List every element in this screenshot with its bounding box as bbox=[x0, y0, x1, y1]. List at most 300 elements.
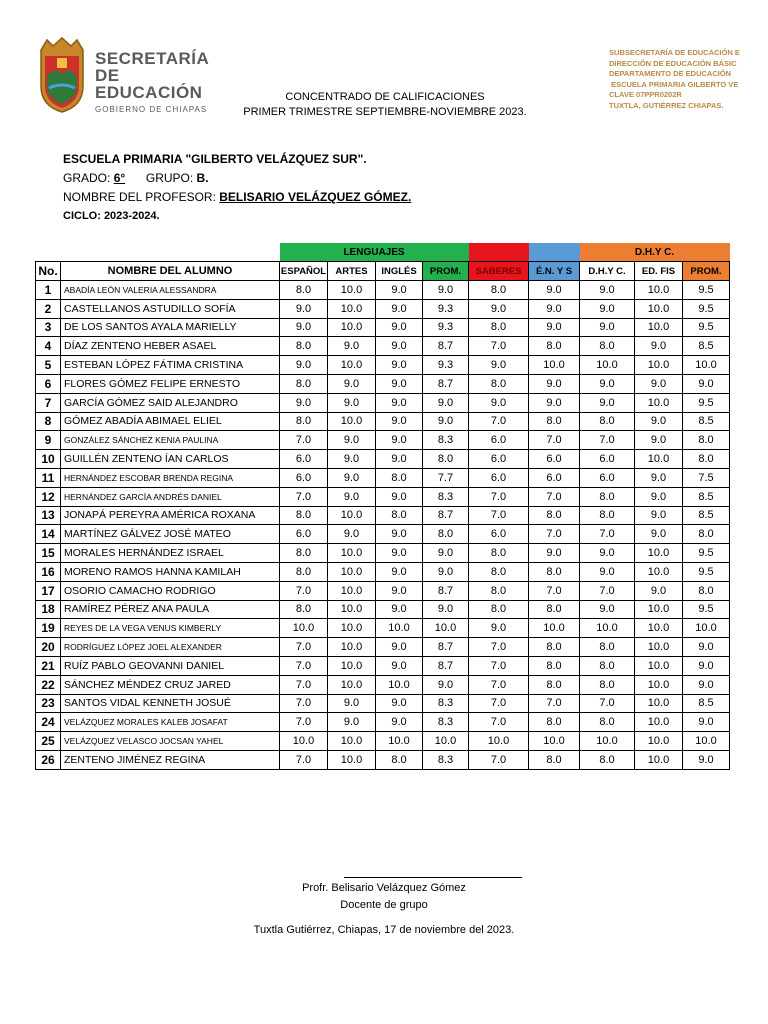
grade-dhyc: 9.0 bbox=[580, 318, 635, 337]
row-number: 10 bbox=[36, 450, 61, 469]
grade-edfis: 9.0 bbox=[635, 487, 683, 506]
grade-saberes: 8.0 bbox=[469, 544, 529, 563]
student-row bbox=[36, 299, 730, 318]
row-number: 25 bbox=[36, 732, 61, 751]
grade-enys: 9.0 bbox=[529, 393, 580, 412]
student-row bbox=[36, 318, 730, 337]
grade-dhyc: 8.0 bbox=[580, 337, 635, 356]
logo-line-educacion: DE EDUCACIÓN bbox=[95, 66, 203, 102]
grade-prom-lenguajes: 8.0 bbox=[423, 450, 469, 469]
grade-espanol: 6.0 bbox=[280, 450, 328, 469]
grade-enys: 6.0 bbox=[529, 450, 580, 469]
grade-espanol: 7.0 bbox=[280, 431, 328, 450]
grade-artes: 10.0 bbox=[328, 581, 376, 600]
grade-enys: 8.0 bbox=[529, 675, 580, 694]
grade-saberes: 8.0 bbox=[469, 562, 529, 581]
grade-enys: 7.0 bbox=[529, 431, 580, 450]
row-number: 7 bbox=[36, 393, 61, 412]
grade-saberes: 7.0 bbox=[469, 750, 529, 769]
student-row bbox=[36, 487, 730, 506]
grade-edfis: 9.0 bbox=[635, 412, 683, 431]
grade-prom-final: 9.5 bbox=[683, 393, 730, 412]
grade-label: GRADO: bbox=[63, 171, 111, 185]
grade-edfis: 9.0 bbox=[635, 525, 683, 544]
grade-prom-lenguajes: 8.7 bbox=[423, 581, 469, 600]
student-name: RODRÍGUEZ LÓPEZ JOEL ALEXANDER bbox=[61, 638, 280, 657]
header-dhyc: D.H.Y C. bbox=[580, 262, 635, 281]
row-number: 13 bbox=[36, 506, 61, 525]
grade-saberes: 6.0 bbox=[469, 525, 529, 544]
student-name: GARCÍA GÓMEZ SAID ALEJANDRO bbox=[61, 393, 280, 412]
grade-edfis: 10.0 bbox=[635, 750, 683, 769]
title-line-1: CONCENTRADO DE CALIFICACIONES bbox=[285, 91, 485, 103]
grade-ingles: 9.0 bbox=[376, 431, 423, 450]
header-student-name: NOMBRE DEL ALUMNO bbox=[61, 262, 280, 281]
grades-table bbox=[35, 243, 730, 770]
grade-ingles: 10.0 bbox=[376, 675, 423, 694]
student-row bbox=[36, 694, 730, 713]
row-number: 23 bbox=[36, 694, 61, 713]
row-number: 22 bbox=[36, 675, 61, 694]
grade-espanol: 8.0 bbox=[280, 412, 328, 431]
grade-saberes: 6.0 bbox=[469, 450, 529, 469]
grade-prom-final: 7.5 bbox=[683, 468, 730, 487]
grade-prom-lenguajes: 9.0 bbox=[423, 600, 469, 619]
student-name: GÓMEZ ABADÍA ABIMAEL ELIEL bbox=[61, 412, 280, 431]
grade-enys: 8.0 bbox=[529, 562, 580, 581]
row-number: 3 bbox=[36, 318, 61, 337]
grade-enys: 8.0 bbox=[529, 600, 580, 619]
row-number: 18 bbox=[36, 600, 61, 619]
grade-ingles: 9.0 bbox=[376, 581, 423, 600]
grade-edfis: 10.0 bbox=[635, 600, 683, 619]
student-name: JONAPÁ PEREYRA AMÉRICA ROXANA bbox=[61, 506, 280, 525]
grade-artes: 10.0 bbox=[328, 638, 376, 657]
grade-enys: 7.0 bbox=[529, 581, 580, 600]
row-number: 1 bbox=[36, 281, 61, 300]
grade-dhyc: 10.0 bbox=[580, 732, 635, 751]
grade-prom-lenguajes: 8.3 bbox=[423, 713, 469, 732]
grade-espanol: 9.0 bbox=[280, 299, 328, 318]
grade-prom-lenguajes: 9.0 bbox=[423, 544, 469, 563]
student-name: OSORIO CAMACHO RODRIGO bbox=[61, 581, 280, 600]
grade-edfis: 10.0 bbox=[635, 318, 683, 337]
header-no: No. bbox=[36, 262, 61, 281]
document-title bbox=[0, 90, 768, 120]
institution-line: DIRECCIÓN DE EDUCACIÓN BÁSIC bbox=[609, 58, 737, 68]
grade-artes: 9.0 bbox=[328, 431, 376, 450]
grade-artes: 9.0 bbox=[328, 393, 376, 412]
grade-prom-lenguajes: 8.3 bbox=[423, 750, 469, 769]
grade-ingles: 10.0 bbox=[376, 732, 423, 751]
student-name: DÍAZ ZENTENO HEBER ASAEL bbox=[61, 337, 280, 356]
header-enys: É.N. Y S bbox=[529, 262, 580, 281]
grade-saberes: 9.0 bbox=[469, 356, 529, 375]
grade-enys: 8.0 bbox=[529, 638, 580, 657]
grade-saberes: 9.0 bbox=[469, 619, 529, 638]
grade-ingles: 9.0 bbox=[376, 393, 423, 412]
grade-saberes: 7.0 bbox=[469, 713, 529, 732]
grade-artes: 9.0 bbox=[328, 525, 376, 544]
grade-dhyc: 7.0 bbox=[580, 525, 635, 544]
student-name: SÁNCHEZ MÉNDEZ CRUZ JARED bbox=[61, 675, 280, 694]
grade-dhyc: 10.0 bbox=[580, 619, 635, 638]
grade-edfis: 9.0 bbox=[635, 506, 683, 525]
grade-prom-final: 8.5 bbox=[683, 487, 730, 506]
student-name: GONZÁLEZ SÁNCHEZ KENIA PAULINA bbox=[61, 431, 280, 450]
grade-espanol: 6.0 bbox=[280, 468, 328, 487]
grade-prom-final: 9.0 bbox=[683, 750, 730, 769]
row-number: 4 bbox=[36, 337, 61, 356]
grade-enys: 9.0 bbox=[529, 299, 580, 318]
student-row bbox=[36, 600, 730, 619]
grade-dhyc: 10.0 bbox=[580, 356, 635, 375]
grade-espanol: 8.0 bbox=[280, 337, 328, 356]
grade-espanol: 7.0 bbox=[280, 713, 328, 732]
grade-ingles: 9.0 bbox=[376, 299, 423, 318]
grade-enys: 8.0 bbox=[529, 750, 580, 769]
group-label: GRUPO: bbox=[145, 171, 194, 185]
student-name: CASTELLANOS ASTUDILLO SOFÍA bbox=[61, 299, 280, 318]
student-row bbox=[36, 750, 730, 769]
grade-edfis: 9.0 bbox=[635, 374, 683, 393]
grade-espanol: 8.0 bbox=[280, 281, 328, 300]
logo-line-secretaria: SECRETARÍA bbox=[95, 49, 210, 68]
grade-artes: 10.0 bbox=[328, 412, 376, 431]
grade-ingles: 9.0 bbox=[376, 337, 423, 356]
header-prom-lenguajes: PROM. bbox=[423, 262, 469, 281]
grade-prom-final: 9.0 bbox=[683, 656, 730, 675]
grade-prom-lenguajes: 9.0 bbox=[423, 281, 469, 300]
grade-prom-lenguajes: 8.7 bbox=[423, 656, 469, 675]
grade-prom-lenguajes: 9.0 bbox=[423, 562, 469, 581]
student-name: ABADÍA LEÓN VALERIA ALESSANDRA bbox=[61, 281, 280, 300]
student-row bbox=[36, 412, 730, 431]
group-lenguajes: LENGUAJES bbox=[280, 243, 469, 262]
grade-saberes: 7.0 bbox=[469, 694, 529, 713]
row-number: 9 bbox=[36, 431, 61, 450]
grade-prom-lenguajes: 8.3 bbox=[423, 487, 469, 506]
student-row bbox=[36, 281, 730, 300]
grade-prom-lenguajes: 9.0 bbox=[423, 393, 469, 412]
grade-artes: 10.0 bbox=[328, 732, 376, 751]
grade-dhyc: 9.0 bbox=[580, 600, 635, 619]
grade-prom-lenguajes: 10.0 bbox=[423, 732, 469, 751]
grade-espanol: 7.0 bbox=[280, 694, 328, 713]
grade-enys: 8.0 bbox=[529, 412, 580, 431]
student-name: REYES DE LA VEGA VENUS KIMBERLY bbox=[61, 619, 280, 638]
teacher-line bbox=[63, 190, 411, 204]
grade-edfis: 10.0 bbox=[635, 675, 683, 694]
grade-ingles: 9.0 bbox=[376, 487, 423, 506]
signature-name: Profr. Belisario Velázquez Gómez bbox=[302, 882, 466, 894]
row-number: 16 bbox=[36, 562, 61, 581]
grade-espanol: 8.0 bbox=[280, 562, 328, 581]
student-row bbox=[36, 732, 730, 751]
grade-prom-final: 10.0 bbox=[683, 732, 730, 751]
grade-prom-lenguajes: 9.3 bbox=[423, 318, 469, 337]
grade-enys: 9.0 bbox=[529, 374, 580, 393]
student-name: VELÁZQUEZ MORALES KALEB JOSAFAT bbox=[61, 713, 280, 732]
grade-edfis: 10.0 bbox=[635, 393, 683, 412]
grade-artes: 10.0 bbox=[328, 281, 376, 300]
place-date: Tuxtla Gutiérrez, Chiapas, 17 de noviembre del 2023. bbox=[253, 924, 515, 936]
grade-prom-final: 8.5 bbox=[683, 694, 730, 713]
grade-ingles: 9.0 bbox=[376, 544, 423, 563]
grade-edfis: 9.0 bbox=[635, 337, 683, 356]
student-row bbox=[36, 431, 730, 450]
grade-artes: 9.0 bbox=[328, 713, 376, 732]
grade-edfis: 10.0 bbox=[635, 656, 683, 675]
grade-enys: 8.0 bbox=[529, 506, 580, 525]
grade-prom-lenguajes: 9.0 bbox=[423, 675, 469, 694]
column-header-row bbox=[36, 262, 730, 281]
grade-edfis: 10.0 bbox=[635, 544, 683, 563]
grade-prom-final: 8.0 bbox=[683, 450, 730, 469]
grade-artes: 10.0 bbox=[328, 299, 376, 318]
grade-saberes: 7.0 bbox=[469, 412, 529, 431]
grade-ingles: 9.0 bbox=[376, 694, 423, 713]
group-value: B. bbox=[196, 171, 209, 185]
grade-prom-lenguajes: 8.7 bbox=[423, 374, 469, 393]
grade-saberes: 7.0 bbox=[469, 506, 529, 525]
grade-dhyc: 8.0 bbox=[580, 713, 635, 732]
grade-prom-final: 9.0 bbox=[683, 374, 730, 393]
student-row bbox=[36, 468, 730, 487]
header-artes: ARTES bbox=[328, 262, 376, 281]
header-saberes: SABERES bbox=[469, 262, 529, 281]
group-saberes-band bbox=[469, 243, 529, 262]
grade-edfis: 10.0 bbox=[635, 713, 683, 732]
title-line-2: PRIMER TRIMESTRE SEPTIEMBRE-NOVIEMBRE 2023. bbox=[243, 106, 527, 118]
grade-ingles: 9.0 bbox=[376, 374, 423, 393]
grade-ingles: 8.0 bbox=[376, 506, 423, 525]
grade-prom-final: 9.0 bbox=[683, 713, 730, 732]
header-ingles: INGLÉS bbox=[376, 262, 423, 281]
grade-prom-final: 8.0 bbox=[683, 431, 730, 450]
grade-enys: 10.0 bbox=[529, 356, 580, 375]
grade-prom-lenguajes: 10.0 bbox=[423, 619, 469, 638]
grade-espanol: 8.0 bbox=[280, 544, 328, 563]
grade-artes: 10.0 bbox=[328, 544, 376, 563]
grade-prom-lenguajes: 8.7 bbox=[423, 638, 469, 657]
row-number: 19 bbox=[36, 619, 61, 638]
grade-enys: 9.0 bbox=[529, 318, 580, 337]
row-number: 20 bbox=[36, 638, 61, 657]
logo-line-gobierno: GOBIERNO DE CHIAPAS bbox=[95, 105, 208, 114]
grade-enys: 6.0 bbox=[529, 468, 580, 487]
grade-ingles: 8.0 bbox=[376, 750, 423, 769]
student-row bbox=[36, 619, 730, 638]
grade-saberes: 7.0 bbox=[469, 337, 529, 356]
grade-saberes: 8.0 bbox=[469, 581, 529, 600]
grade-ingles: 9.0 bbox=[376, 600, 423, 619]
grade-espanol: 8.0 bbox=[280, 600, 328, 619]
grade-dhyc: 8.0 bbox=[580, 638, 635, 657]
grade-ingles: 9.0 bbox=[376, 412, 423, 431]
grade-artes: 9.0 bbox=[328, 487, 376, 506]
grade-dhyc: 9.0 bbox=[580, 299, 635, 318]
student-row bbox=[36, 506, 730, 525]
grade-espanol: 8.0 bbox=[280, 374, 328, 393]
student-row bbox=[36, 356, 730, 375]
grade-prom-final: 9.5 bbox=[683, 562, 730, 581]
grade-prom-lenguajes: 8.0 bbox=[423, 525, 469, 544]
row-number: 12 bbox=[36, 487, 61, 506]
signature-role: Docente de grupo bbox=[340, 899, 428, 911]
grade-dhyc: 8.0 bbox=[580, 750, 635, 769]
grade-edfis: 9.0 bbox=[635, 581, 683, 600]
grade-espanol: 8.0 bbox=[280, 506, 328, 525]
school-name: ESCUELA PRIMARIA "GILBERTO VELÁZQUEZ SUR". bbox=[63, 152, 367, 166]
grade-edfis: 10.0 bbox=[635, 694, 683, 713]
row-number: 21 bbox=[36, 656, 61, 675]
grade-value: 6° bbox=[113, 171, 126, 185]
grade-prom-final: 9.5 bbox=[683, 299, 730, 318]
grade-artes: 10.0 bbox=[328, 675, 376, 694]
student-name: DE LOS SANTOS AYALA MARIELLY bbox=[61, 318, 280, 337]
grade-dhyc: 8.0 bbox=[580, 656, 635, 675]
group-dhyc: D.H.Y C. bbox=[580, 243, 730, 262]
institution-line: SUBSECRETARÍA DE EDUCACIÓN E bbox=[609, 48, 740, 57]
grade-ingles: 9.0 bbox=[376, 318, 423, 337]
grade-prom-lenguajes: 8.7 bbox=[423, 337, 469, 356]
grade-saberes: 8.0 bbox=[469, 318, 529, 337]
grade-prom-lenguajes: 8.3 bbox=[423, 431, 469, 450]
grade-ingles: 9.0 bbox=[376, 281, 423, 300]
grade-espanol: 7.0 bbox=[280, 581, 328, 600]
grade-dhyc: 8.0 bbox=[580, 487, 635, 506]
grade-dhyc: 9.0 bbox=[580, 544, 635, 563]
grade-dhyc: 7.0 bbox=[580, 581, 635, 600]
grade-saberes: 7.0 bbox=[469, 487, 529, 506]
grade-espanol: 7.0 bbox=[280, 656, 328, 675]
row-number: 17 bbox=[36, 581, 61, 600]
student-row bbox=[36, 337, 730, 356]
grade-prom-final: 8.0 bbox=[683, 525, 730, 544]
grade-espanol: 7.0 bbox=[280, 750, 328, 769]
grade-saberes: 8.0 bbox=[469, 600, 529, 619]
grade-espanol: 7.0 bbox=[280, 675, 328, 694]
grade-edfis: 9.0 bbox=[635, 431, 683, 450]
row-number: 6 bbox=[36, 374, 61, 393]
grade-saberes: 7.0 bbox=[469, 638, 529, 657]
grade-edfis: 10.0 bbox=[635, 299, 683, 318]
grade-dhyc: 9.0 bbox=[580, 281, 635, 300]
student-name: VELÁZQUEZ VELASCO JOCSAN YAHEL bbox=[61, 732, 280, 751]
grade-enys: 9.0 bbox=[529, 281, 580, 300]
grade-prom-lenguajes: 7.7 bbox=[423, 468, 469, 487]
grade-artes: 9.0 bbox=[328, 450, 376, 469]
grade-prom-final: 9.5 bbox=[683, 600, 730, 619]
student-row bbox=[36, 581, 730, 600]
grade-dhyc: 9.0 bbox=[580, 562, 635, 581]
grade-ingles: 10.0 bbox=[376, 619, 423, 638]
grade-enys: 8.0 bbox=[529, 713, 580, 732]
grade-group-line bbox=[63, 171, 209, 185]
grade-enys: 10.0 bbox=[529, 732, 580, 751]
grade-dhyc: 8.0 bbox=[580, 412, 635, 431]
grade-prom-final: 10.0 bbox=[683, 356, 730, 375]
grade-saberes: 9.0 bbox=[469, 299, 529, 318]
row-number: 15 bbox=[36, 544, 61, 563]
student-row bbox=[36, 675, 730, 694]
student-row bbox=[36, 562, 730, 581]
student-row bbox=[36, 544, 730, 563]
grade-edfis: 10.0 bbox=[635, 562, 683, 581]
grade-artes: 10.0 bbox=[328, 656, 376, 675]
grade-ingles: 9.0 bbox=[376, 656, 423, 675]
grade-edfis: 10.0 bbox=[635, 356, 683, 375]
row-number: 14 bbox=[36, 525, 61, 544]
grade-prom-final: 8.0 bbox=[683, 581, 730, 600]
grade-edfis: 10.0 bbox=[635, 732, 683, 751]
grade-ingles: 9.0 bbox=[376, 450, 423, 469]
student-row bbox=[36, 374, 730, 393]
group-header-row bbox=[36, 243, 730, 262]
row-number: 8 bbox=[36, 412, 61, 431]
grade-dhyc: 9.0 bbox=[580, 374, 635, 393]
student-name: HERNÁNDEZ ESCOBAR BRENDA REGINA bbox=[61, 468, 280, 487]
grade-dhyc: 8.0 bbox=[580, 675, 635, 694]
grade-dhyc: 6.0 bbox=[580, 468, 635, 487]
grade-prom-lenguajes: 9.0 bbox=[423, 412, 469, 431]
student-name: RAMÍREZ PÉREZ ANA PAULA bbox=[61, 600, 280, 619]
student-name: SANTOS VIDAL KENNETH JOSUÉ bbox=[61, 694, 280, 713]
header-edfis: ED. FIS bbox=[635, 262, 683, 281]
grade-espanol: 7.0 bbox=[280, 638, 328, 657]
grade-ingles: 9.0 bbox=[376, 356, 423, 375]
grade-prom-lenguajes: 9.3 bbox=[423, 299, 469, 318]
student-name: ESTEBAN LÓPEZ FÁTIMA CRISTINA bbox=[61, 356, 280, 375]
grade-enys: 9.0 bbox=[529, 544, 580, 563]
grade-saberes: 10.0 bbox=[469, 732, 529, 751]
grade-artes: 10.0 bbox=[328, 318, 376, 337]
grade-ingles: 9.0 bbox=[376, 713, 423, 732]
grade-espanol: 6.0 bbox=[280, 525, 328, 544]
grade-artes: 10.0 bbox=[328, 506, 376, 525]
student-rows bbox=[36, 281, 730, 770]
student-name: MORALES HERNÁNDEZ ISRAEL bbox=[61, 544, 280, 563]
grade-espanol: 9.0 bbox=[280, 356, 328, 375]
grade-edfis: 9.0 bbox=[635, 468, 683, 487]
row-number: 26 bbox=[36, 750, 61, 769]
grade-artes: 10.0 bbox=[328, 356, 376, 375]
grade-prom-final: 9.5 bbox=[683, 544, 730, 563]
grade-espanol: 10.0 bbox=[280, 619, 328, 638]
grade-enys: 7.0 bbox=[529, 525, 580, 544]
grade-edfis: 10.0 bbox=[635, 450, 683, 469]
institution-line: ESCUELA PRIMARIA GILBERTO VE bbox=[609, 79, 739, 89]
row-number: 24 bbox=[36, 713, 61, 732]
grade-artes: 10.0 bbox=[328, 562, 376, 581]
student-row bbox=[36, 638, 730, 657]
grade-edfis: 10.0 bbox=[635, 619, 683, 638]
grade-dhyc: 6.0 bbox=[580, 450, 635, 469]
row-number: 5 bbox=[36, 356, 61, 375]
grade-prom-final: 9.5 bbox=[683, 281, 730, 300]
institution-line: CLAVE 07PPR0202R bbox=[609, 90, 682, 99]
grade-dhyc: 9.0 bbox=[580, 393, 635, 412]
header-espanol: ESPAÑOL bbox=[280, 262, 328, 281]
grade-enys: 8.0 bbox=[529, 337, 580, 356]
grade-saberes: 8.0 bbox=[469, 374, 529, 393]
student-row bbox=[36, 525, 730, 544]
grade-saberes: 9.0 bbox=[469, 393, 529, 412]
grade-espanol: 9.0 bbox=[280, 393, 328, 412]
grade-artes: 9.0 bbox=[328, 468, 376, 487]
header-prom-final: PROM. bbox=[683, 262, 730, 281]
